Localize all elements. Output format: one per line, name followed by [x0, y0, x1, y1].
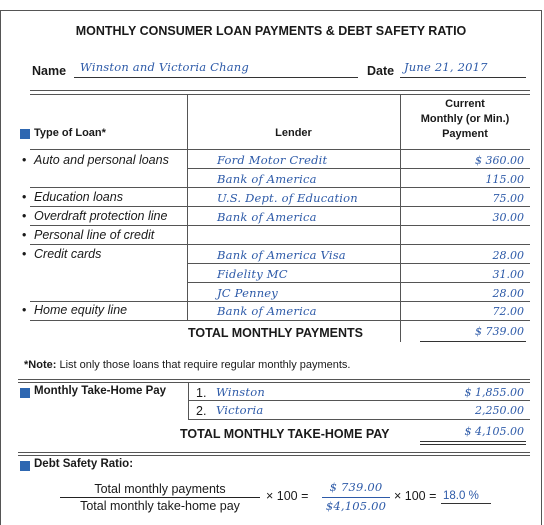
takehome-num: 2. — [196, 404, 207, 418]
row-line — [30, 301, 530, 302]
ratio-denominator-value[interactable]: $4,105.00 — [325, 499, 387, 513]
ratio-marker-icon — [20, 461, 30, 471]
payment-cell[interactable]: 30.00 — [492, 211, 524, 224]
takehome-marker-icon — [20, 388, 30, 398]
takehome-name[interactable]: Winston — [216, 385, 265, 399]
row-line — [30, 320, 530, 321]
total-payments-underline — [420, 341, 526, 342]
col-header-lender: Lender — [275, 127, 312, 139]
takehome-amount[interactable]: $ 1,855.00 — [464, 386, 524, 399]
lender-cell[interactable]: Bank of America Visa — [217, 248, 346, 262]
payment-cell[interactable]: 72.00 — [492, 305, 524, 318]
takehome-num: 1. — [196, 386, 207, 400]
ratio-numerator-value[interactable]: $ 739.00 — [329, 480, 383, 494]
row-line — [30, 225, 530, 226]
ratio-top-border — [18, 452, 530, 453]
total-payments-value[interactable]: $ 739.00 — [475, 325, 524, 338]
loan-type: Credit cards — [34, 247, 102, 261]
ratio-top-border-inner — [18, 455, 530, 456]
total-takehome-value[interactable]: $ 4,105.00 — [464, 425, 524, 438]
loan-type: Auto and personal loans — [34, 153, 169, 167]
takehome-name[interactable]: Victoria — [216, 403, 264, 417]
takehome-row-line — [188, 419, 530, 420]
ratio-times-1: × 100 = — [266, 489, 309, 503]
table-header-divider — [30, 149, 530, 150]
payment-cell[interactable]: 75.00 — [492, 192, 524, 205]
col-header-payment-2: Monthly (or Min.) — [420, 113, 510, 125]
ratio-result-underline — [441, 503, 491, 504]
row-line — [30, 187, 530, 188]
note-body: List only those loans that require regular monthly payments. — [56, 359, 351, 371]
date-value[interactable]: June 21, 2017 — [404, 60, 488, 74]
takehome-divider — [188, 382, 189, 420]
bullet: • — [22, 190, 27, 204]
date-label: Date — [367, 64, 395, 78]
type-of-loan-marker-icon — [20, 129, 30, 139]
payment-cell[interactable]: 31.00 — [492, 268, 524, 281]
lender-cell[interactable]: Bank of America — [217, 172, 317, 186]
note-prefix: *Note: — [24, 359, 57, 371]
takehome-top-border-inner — [18, 382, 530, 383]
loan-type: Personal line of credit — [34, 228, 155, 242]
bullet: • — [22, 303, 27, 317]
date-underline — [400, 77, 526, 78]
payment-cell[interactable]: 28.00 — [492, 287, 524, 300]
lender-cell[interactable]: Ford Motor Credit — [217, 153, 328, 167]
loan-type: Overdraft protection line — [34, 209, 168, 223]
lender-cell[interactable]: Bank of America — [217, 304, 317, 318]
lender-cell[interactable]: Bank of America — [217, 210, 317, 224]
row-line — [187, 282, 530, 283]
bullet: • — [22, 209, 27, 223]
table-top-border — [30, 90, 530, 91]
total-payments-label: TOTAL MONTHLY PAYMENTS — [188, 326, 364, 340]
col-header-type: Type of Loan* — [34, 127, 106, 139]
name-underline — [74, 77, 358, 78]
loan-type: Education loans — [34, 190, 123, 204]
takehome-amount[interactable]: 2,250.00 — [475, 404, 524, 417]
bullet: • — [22, 153, 27, 167]
fraction-bar — [60, 497, 260, 498]
ratio-denominator-label: Total monthly take-home pay — [80, 499, 240, 513]
col-header-payment-1: Current — [445, 98, 485, 110]
row-line — [187, 263, 530, 264]
payment-cell[interactable]: 28.00 — [492, 249, 524, 262]
name-label: Name — [32, 64, 67, 78]
ratio-label: Debt Safety Ratio: — [34, 458, 134, 470]
bullet: • — [22, 247, 27, 261]
row-line — [30, 206, 530, 207]
takehome-label: Monthly Take-Home Pay — [34, 385, 167, 397]
row-line — [30, 244, 530, 245]
value-fraction-bar — [322, 497, 390, 498]
table-top-border-inner — [30, 94, 530, 95]
payment-cell[interactable]: 115.00 — [485, 173, 524, 186]
total-takehome-double-underline — [420, 444, 526, 445]
col-header-payment-3: Payment — [442, 128, 488, 140]
ratio-result[interactable]: 18.0 % — [443, 490, 479, 502]
total-takehome-underline — [420, 441, 526, 442]
payment-cell[interactable]: $ 360.00 — [475, 154, 524, 167]
name-value[interactable]: Winston and Victoria Chang — [80, 60, 249, 74]
takehome-row-line — [188, 400, 530, 401]
row-line — [187, 168, 530, 169]
form-title: MONTHLY CONSUMER LOAN PAYMENTS & DEBT SAFETY RATIO — [75, 24, 467, 38]
ratio-times-2: × 100 = — [394, 489, 437, 503]
total-takehome-label: TOTAL MONTHLY TAKE-HOME PAY — [180, 427, 390, 441]
loan-type: Home equity line — [34, 303, 128, 317]
lender-cell[interactable]: Fidelity MC — [217, 267, 288, 281]
lender-cell[interactable]: U.S. Dept. of Education — [217, 191, 358, 205]
takehome-top-border — [18, 379, 530, 380]
bullet: • — [22, 228, 27, 242]
note-text — [24, 359, 351, 371]
lender-cell[interactable]: JC Penney — [217, 286, 279, 300]
ratio-numerator-label: Total monthly payments — [94, 482, 226, 496]
